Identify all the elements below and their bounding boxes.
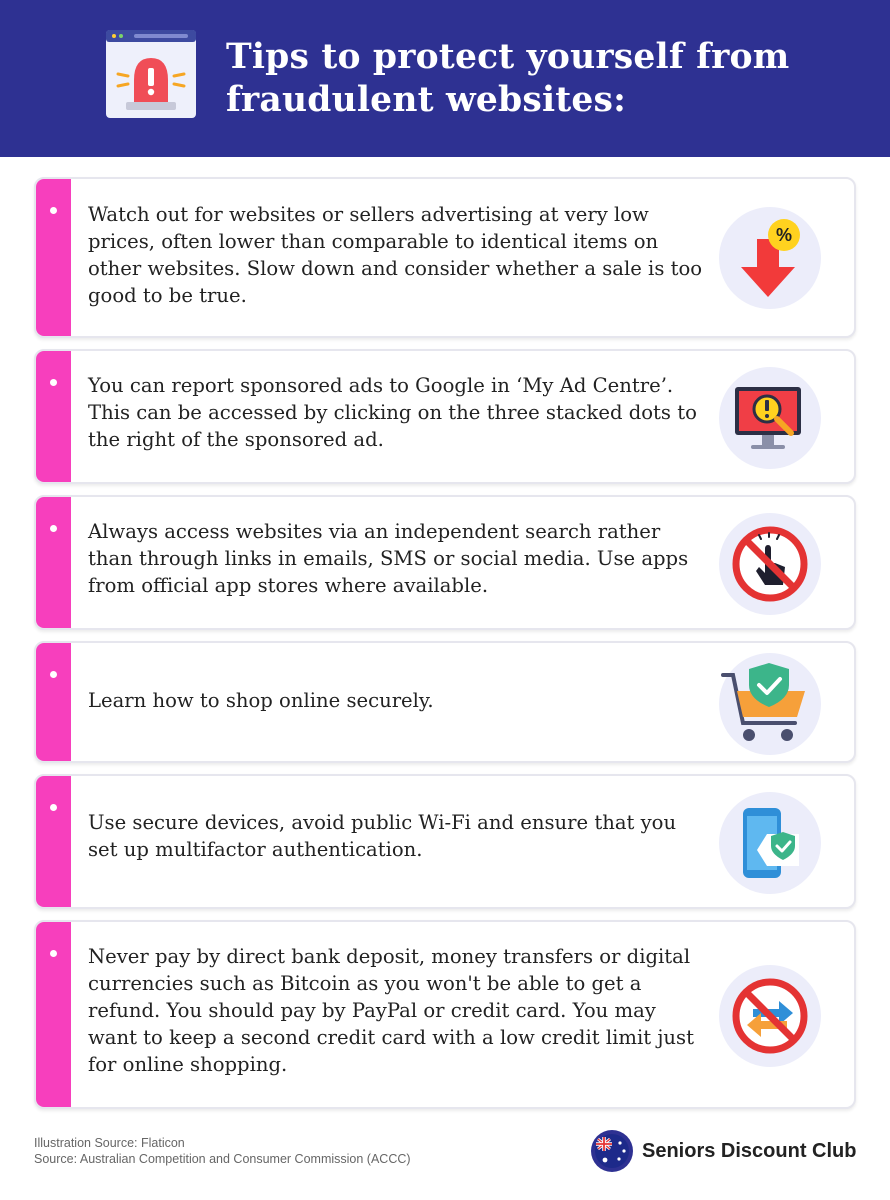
bullet-dot: [50, 671, 57, 678]
page-title: [226, 36, 846, 122]
tip-text: Learn how to shop online securely.: [88, 689, 434, 712]
card-accent-bar: [36, 643, 71, 761]
tip-text: Watch out for websites or sellers advertising at very low prices, often lower than comparable to identical items on other websites. Slow down and consider whether a sale is too good to be true.: [88, 203, 703, 307]
brand: [590, 1128, 856, 1174]
header-banner: [0, 0, 890, 157]
percent-badge-text: %: [775, 225, 793, 245]
footer-sources: [34, 1135, 411, 1167]
card-accent-bar: [36, 497, 71, 628]
price-drop-percent-icon: [717, 205, 823, 311]
tip-card-secure-devices: [34, 774, 856, 909]
tip-text: Always access websites via an independent search rather than through links in emails, SMS or social media. Use apps from official app stores where available.: [88, 520, 689, 597]
monitor-warning-search-icon: [717, 365, 823, 471]
title-line-2: fraudulent websites:: [226, 80, 627, 120]
secure-phone-icon: [717, 790, 823, 896]
card-accent-bar: [36, 776, 71, 907]
no-click-icon: [717, 511, 823, 617]
tip-card-payment: [34, 920, 856, 1109]
tip-card-shop-securely: [34, 641, 856, 763]
card-accent-bar: [36, 922, 71, 1107]
tip-text: Use secure devices, avoid public Wi-Fi and ensure that you set up multifactor authentication.: [88, 811, 677, 861]
brand-name: Seniors Discount Club: [642, 1139, 857, 1162]
bullet-dot: [50, 525, 57, 532]
alert-siren-browser-icon: [104, 28, 198, 120]
australian-flag-circle-icon: [590, 1129, 634, 1173]
illustration-source: Illustration Source: Flaticon: [34, 1136, 185, 1150]
secure-shopping-cart-icon: [717, 651, 823, 757]
bullet-dot: [50, 207, 57, 214]
card-accent-bar: [36, 179, 71, 336]
tip-text: You can report sponsored ads to Google in ‘My Ad Centre’. This can be accessed by clicking on the three stacked dots to the right of the sponsored ad.: [88, 374, 697, 451]
bullet-dot: [50, 804, 57, 811]
tip-card-independent-search: [34, 495, 856, 630]
bullet-dot: [50, 379, 57, 386]
title-line-1: Tips to protect yourself from: [226, 37, 790, 77]
card-accent-bar: [36, 351, 71, 482]
tip-card-low-prices: [34, 177, 856, 338]
tip-card-report-ads: [34, 349, 856, 484]
bullet-dot: [50, 950, 57, 957]
tip-text: Never pay by direct bank deposit, money transfers or digital currencies such as Bitcoin as you won't be able to get a refund. You should pay by PayPal or credit card. You may want to keep a second credit card with a low credit limit just for online shopping.: [88, 945, 694, 1076]
data-source: Source: Australian Competition and Consumer Commission (ACCC): [34, 1152, 411, 1166]
no-transfer-icon: [717, 963, 823, 1069]
